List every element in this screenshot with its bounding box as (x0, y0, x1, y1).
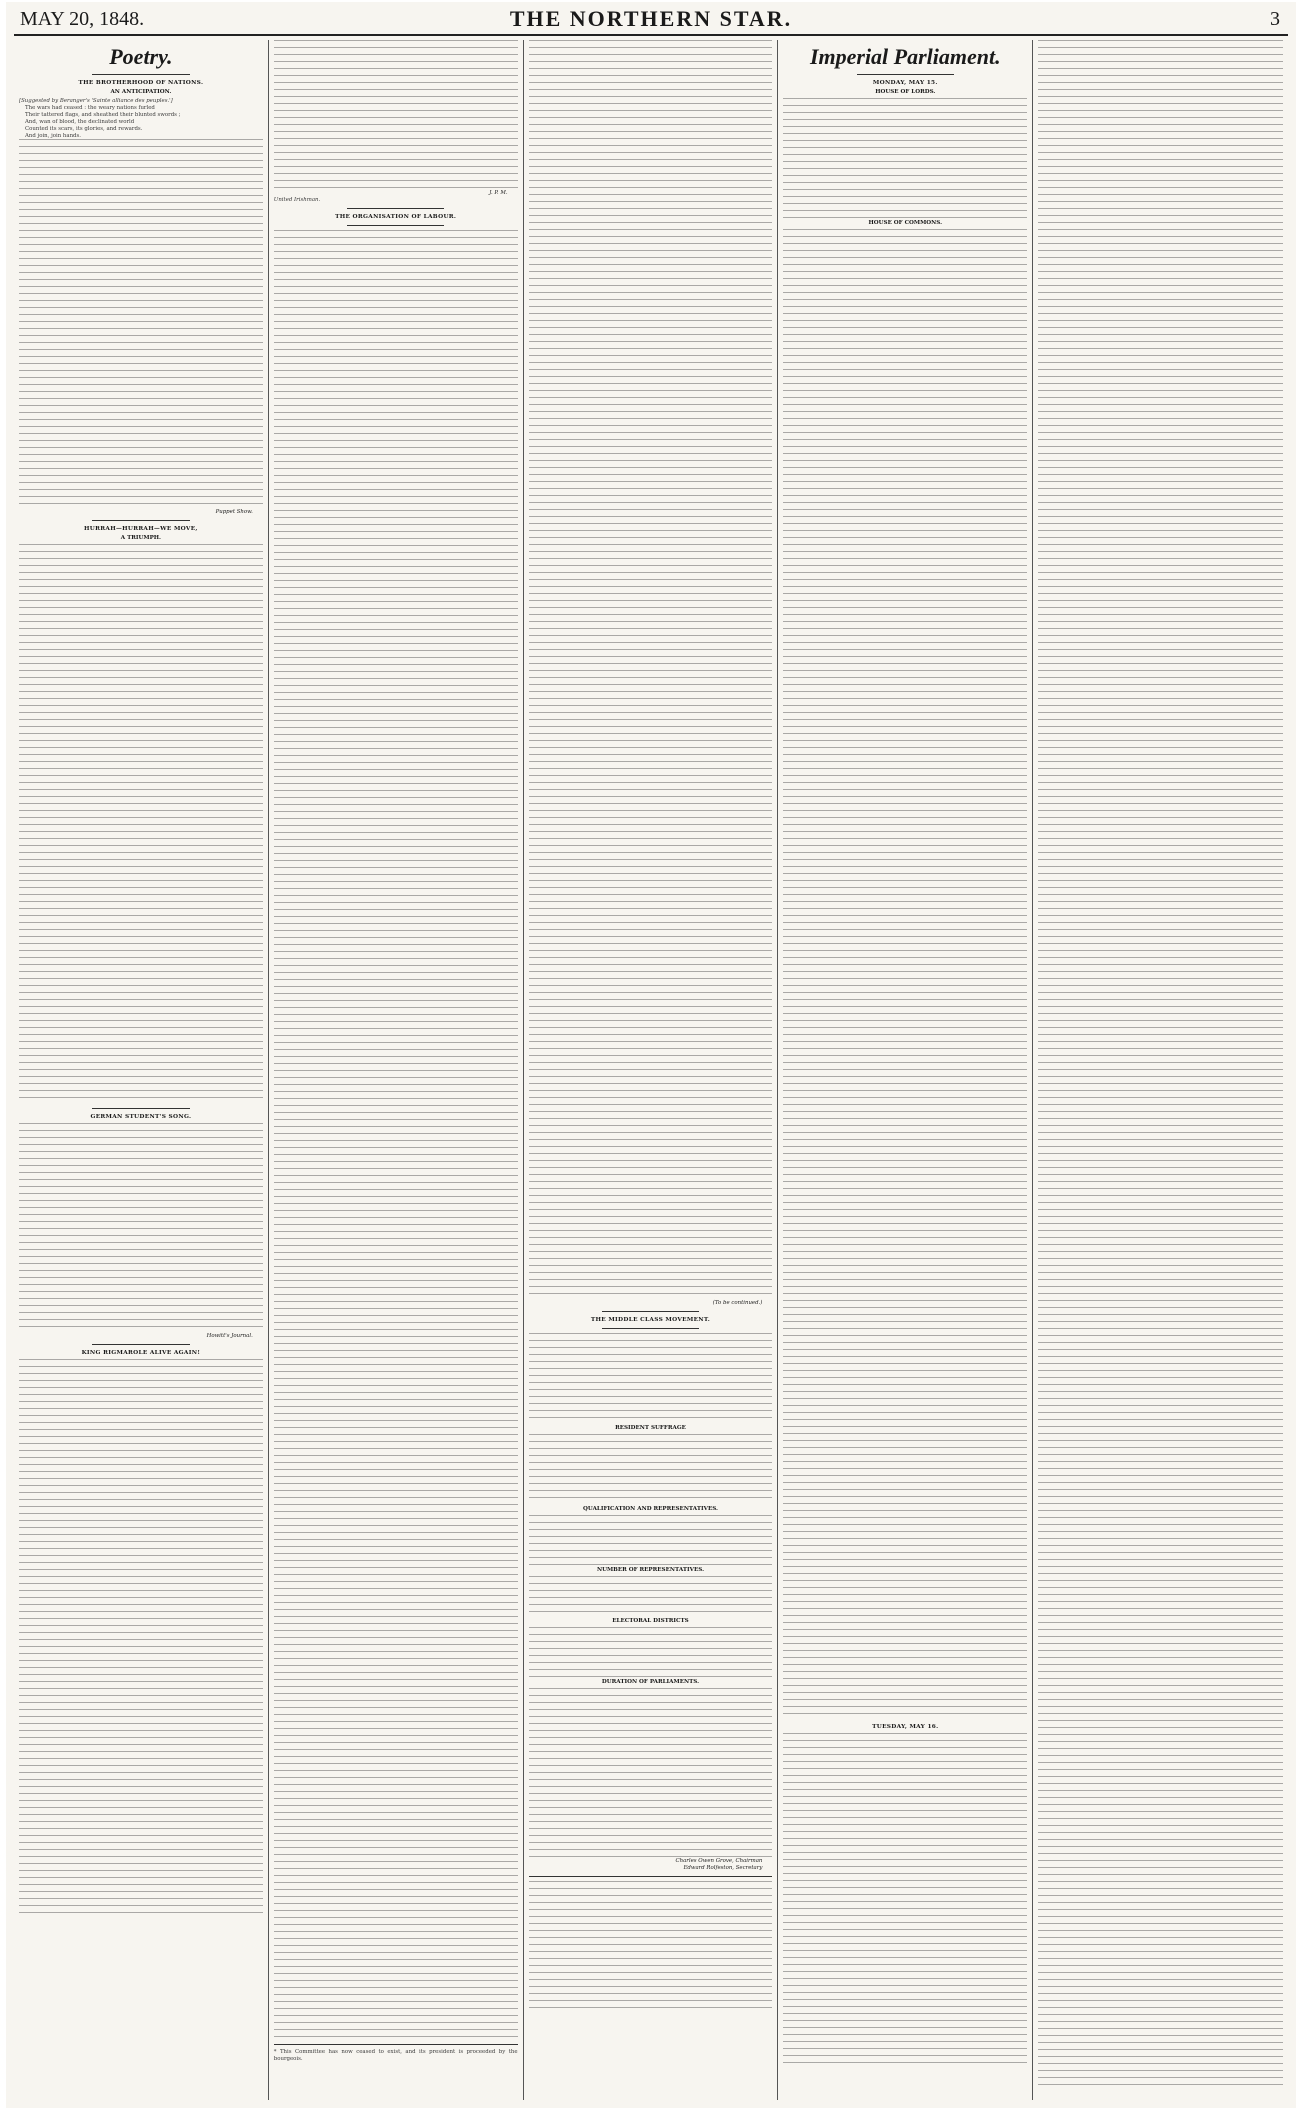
divider (602, 1328, 700, 1329)
poem-title: KING RIGMAROLE ALIVE AGAIN! (81, 1350, 201, 1357)
divider (92, 1344, 190, 1345)
poem-line: And, wan of blood, the declinated world (25, 118, 135, 125)
poem-title: THE BROTHERHOOD OF NATIONS. (78, 80, 204, 86)
divider (274, 2044, 518, 2045)
poem-body-text (19, 1359, 263, 1919)
divider (857, 74, 955, 75)
poem-line: And join, join hands. (25, 132, 81, 139)
footnote: * This Committee has now ceased to exist, and its president is proceeded by the bourgeois. (273, 2048, 518, 2062)
article-body-text (529, 1333, 773, 1423)
continued-note: (To be continued.) (712, 1300, 763, 1306)
article-body-text (783, 1733, 1027, 2063)
poem-continuation-text (274, 40, 518, 190)
subheading: QUALIFICATION AND REPRESENTATIVES. (582, 1505, 718, 1512)
article-body-text (529, 1627, 773, 1677)
column-poetry (14, 40, 269, 2100)
page-number: 3 (1270, 8, 1280, 30)
article-body-text (529, 1576, 773, 1616)
poem-line: The wars had ceased : the weary nations furled (25, 104, 155, 111)
masthead (12, 6, 1290, 32)
divider (347, 225, 445, 226)
signature-source: United Irishman. (273, 196, 321, 203)
divider (602, 1311, 700, 1312)
house-heading: HOUSE OF LORDS. (875, 89, 936, 95)
masthead-rule (14, 34, 1288, 36)
column-middle-class-movement (524, 40, 779, 2100)
divider (92, 520, 190, 521)
divider (529, 1876, 773, 1877)
column-parliament-continued (1033, 40, 1288, 2100)
poem-body-text (19, 139, 263, 509)
article-body-text (529, 1434, 773, 1504)
poem-subtitle: AN ANTICIPATION. (110, 89, 172, 95)
poem-line: Their tattered flags, and sheathed their blunted swords ; (25, 111, 181, 118)
poem-body-text (19, 1123, 263, 1333)
newspaper-title: THE NORTHERN STAR. (509, 6, 793, 31)
subheading: DURATION OF PARLIAMENTS. (601, 1678, 700, 1685)
chairman-signature: Charles Owen Grove, Chairman (675, 1857, 763, 1864)
article-body-text (529, 1881, 773, 2011)
article-body-text (1038, 40, 1283, 2090)
poem-signature: Howitt's Journal. (206, 1333, 253, 1340)
article-body-text (783, 98, 1027, 218)
secretary-signature: Edward Rolfeston, Secretary (683, 1864, 763, 1871)
signature: J. P. M. (489, 190, 508, 196)
divider (92, 74, 190, 75)
section-title-parliament: Imperial Parliament. (809, 44, 1001, 69)
poem-lines (19, 105, 263, 140)
section-title-poetry: Poetry. (109, 44, 173, 69)
subheading: NUMBER OF REPRESENTATIVES. (596, 1566, 705, 1573)
article-body-text (529, 1515, 773, 1565)
divider (347, 208, 445, 209)
article-title: THE MIDDLE CLASS MOVEMENT. (590, 1316, 711, 1323)
article-title: THE ORGANISATION OF LABOUR. (335, 213, 457, 220)
poem-signature: Puppet Show. (215, 509, 253, 516)
article-body-text (529, 40, 773, 1300)
column-organisation-of-labour (269, 40, 524, 2100)
newspaper-page (6, 2, 1296, 2108)
day-heading: MONDAY, MAY 15. (872, 80, 938, 86)
poem-line: Counted its scars, its glories, and rewards. (25, 125, 143, 132)
subheading: ELECTORAL DISTRICTS (612, 1617, 689, 1624)
issue-date: MAY 20, 1848. (20, 8, 145, 30)
house-heading: HOUSE OF COMMONS. (868, 220, 943, 226)
article-body-text (274, 230, 518, 2040)
poem-body-text (19, 544, 263, 1104)
day-heading: TUESDAY, MAY 16. (872, 1724, 939, 1730)
divider (92, 1108, 190, 1109)
poem-note: [Suggested by Beranger's 'Sainte alliance des peuples.'] (19, 98, 173, 104)
column-imperial-parliament (778, 40, 1033, 2100)
article-body-text (529, 1688, 773, 1858)
article-body-text (783, 229, 1027, 1719)
columns (14, 40, 1288, 2100)
poem-title: GERMAN STUDENT'S SONG. (90, 1114, 192, 1121)
poem-title: HURRAH—HURRAH—WE MOVE, (84, 526, 198, 533)
poem-subtitle: A TRIUMPH. (120, 535, 162, 542)
subheading: RESIDENT SUFFRAGE (615, 1424, 686, 1431)
